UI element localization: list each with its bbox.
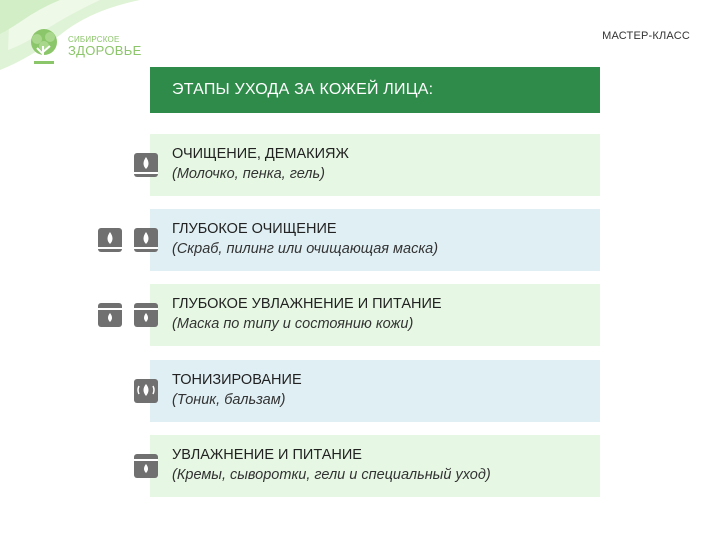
step-subtitle: (Маска по типу и состоянию кожи) [172,316,414,332]
step-item-deep-moisturizing [150,284,600,346]
step-title: ГЛУБОКОЕ УВЛАЖНЕНИЕ И ПИТАНИЕ [172,296,442,312]
step-title: УВЛАЖНЕНИЕ И ПИТАНИЕ [172,447,362,463]
step-title: ОЧИЩЕНИЕ, ДЕМАКИЯЖ [172,146,349,162]
step-subtitle: (Молочко, пенка, гель) [172,166,325,182]
step-item-moisturizing [150,435,600,497]
section-title: ЭТАПЫ УХОДА ЗА КОЖЕЙ ЛИЦА: [172,81,434,98]
droplet-icon [133,152,159,178]
step-title: ТОНИЗИРОВАНИЕ [172,372,302,388]
brand-name-line1: СИБИРСКОЕ [68,34,120,44]
master-class-label: МАСТЕР-КЛАСС [602,30,690,42]
step-subtitle: (Тоник, бальзам) [172,392,286,408]
jar-icon [97,302,123,328]
step-item-deep-cleansing [150,209,600,271]
step-title: ГЛУБОКОЕ ОЧИЩЕНИЕ [172,221,337,237]
spray-icon [133,378,159,404]
brand-logo [26,28,142,66]
section-header [150,67,600,113]
tree-logo-icon [26,28,62,66]
jar-icon [133,302,159,328]
step-item-toning [150,360,600,422]
droplet-icon [133,227,159,253]
droplet-icon [97,227,123,253]
step-item-cleansing [150,134,600,196]
jar-icon [133,453,159,479]
brand-name-line2: ЗДОРОВЬЕ [68,43,142,59]
step-subtitle: (Скраб, пилинг или очищающая маска) [172,241,439,257]
step-subtitle: (Кремы, сыворотки, гели и специальный уход) [172,467,491,483]
